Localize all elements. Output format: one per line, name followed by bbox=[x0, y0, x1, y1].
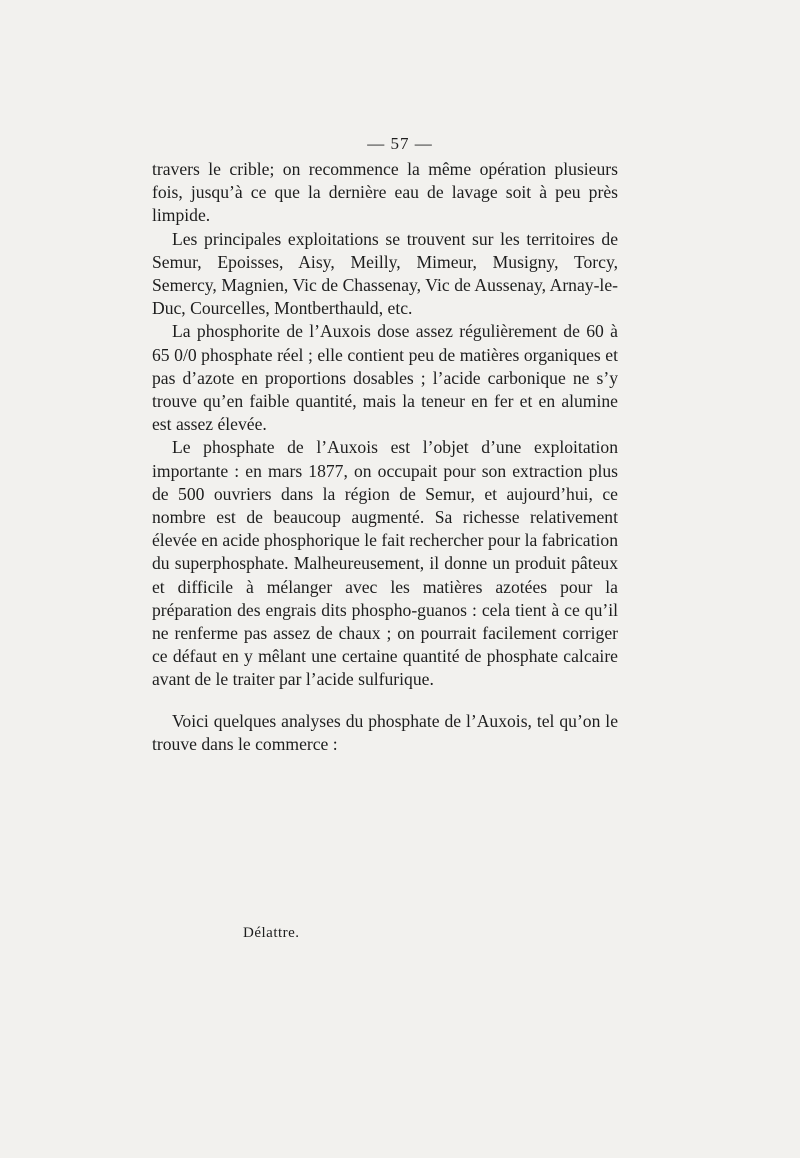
page-number: — 57 — bbox=[367, 134, 433, 153]
paragraph-1: travers le crible; on recommence la même opération plusieurs fois, jusqu’à ce que la dernière eau de lavage soit à peu près limpide. bbox=[152, 159, 618, 226]
paragraph-3: La phosphorite de l’Auxois dose assez régulièrement de 60 à 65 0/0 phosphate réel ; elle contient peu de matières organiques et pas d’azote en proportions dosables ; l’acide carbonique ne s’y trouve qu’en faible quantité, mais la teneur en fer et en alumine est assez élevée. bbox=[152, 321, 618, 435]
paragraph-2: Les principales exploitations se trouvent sur les territoires de Semur, Epoisses, Aisy, Meilly, Mimeur, Musigny, Torcy, Semercy, Magnien, Vic de Chassenay, Vic de Aussenay, Arnay-le-Duc, Courcelles, Montberthauld, etc. bbox=[152, 228, 618, 319]
paragraph-4: Le phosphate de l’Auxois est l’objet d’une exploitation importante : en mars 1877, on occupait pour son extraction plus de 500 ouvriers dans la région de Semur, et aujourd’hui, ce nombre est de beaucoup augmenté. Sa richesse relativement élevée en acide phosphorique le fait rechercher pour la fabrication du superphosphate. Malheureusement, il donne un produit pâteux et difficile à mélanger avec les matières azotées pour la préparation des engrais dits phospho-guanos : cela tient à ce qu’il ne renferme pas assez de chaux ; on pourrait facilement corriger ce défaut en y mêlant une certaine quantité de phosphate calcaire avant de le traiter par l’acide sulfurique. bbox=[152, 437, 618, 690]
signature-footer: Délattre. bbox=[243, 925, 300, 941]
body-text bbox=[152, 158, 618, 756]
paragraph-5: Voici quelques analyses du phosphate de l’Auxois, tel qu’on le trouve dans le commerce : bbox=[152, 710, 618, 754]
